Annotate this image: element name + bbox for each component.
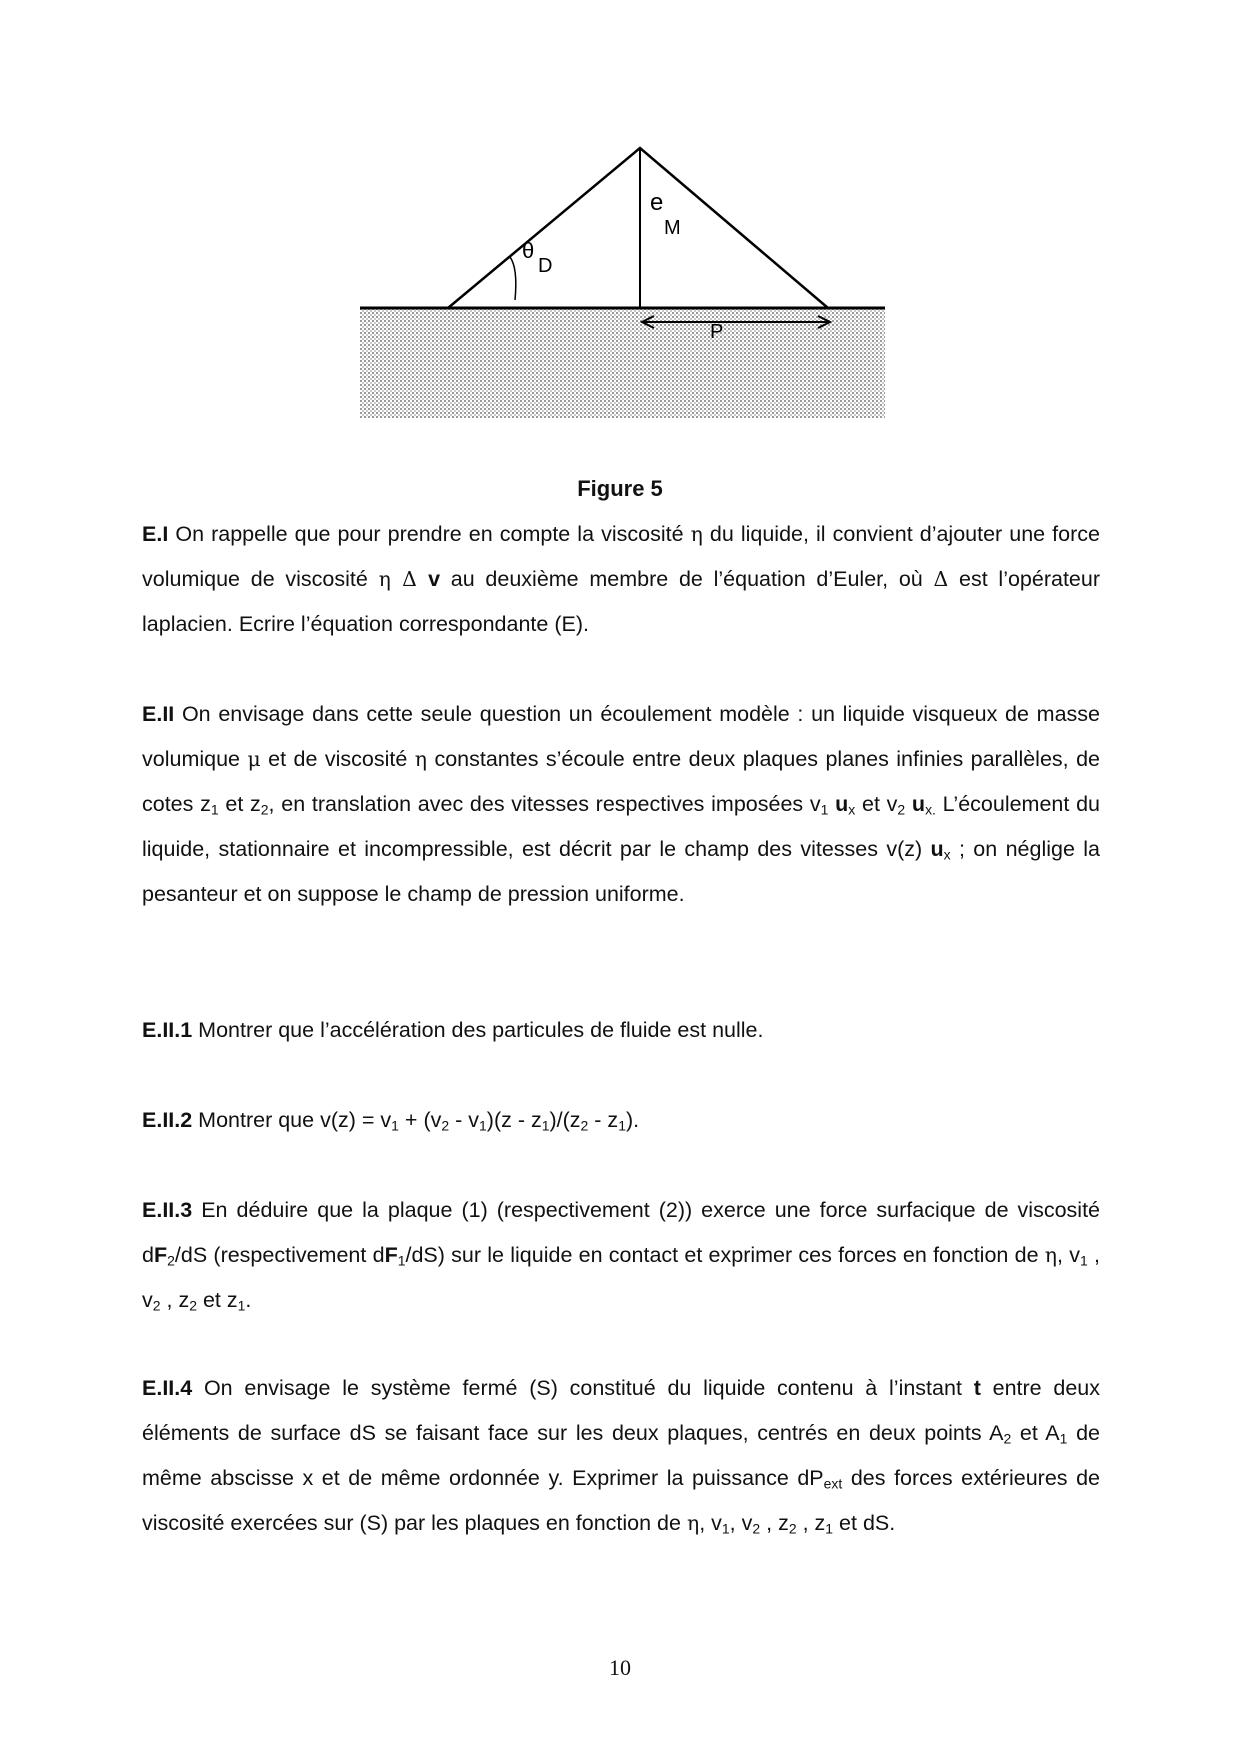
- section-EII3: E.II.3 En déduire que la plaque (1) (respectivement (2)) exerce une force surfacique de viscosité $dF_2/dS$ (respectivement $dF_1/dS$) sur le liquide en contact et exprimer ces forces en fonction de η, $v_1$ , $v_2$ , $z_2$ et $z_1$.: [142, 1198, 1100, 1314]
- section-EII1: E.II.1 Montrer que l’accélération des particules de fluide est nulle.: [142, 1018, 764, 1042]
- drop-profile: [448, 148, 828, 308]
- figure-5-diagram: [360, 140, 890, 420]
- section-EII: E.II On envisage dans cette seule question un écoulement modèle : un liquide visqueux de masse volumique μ et de viscosité η constantes s’écoule entre deux plaques planes infinies parallèles, de cotes $z_1$ et $z_2$, en translation avec des vitesses respectives imposées $v_1$ $u_x$ et $v_2$ $u_{x.}$ L’écoulement du liquide, stationnaire et incompressible, est décrit par le champ des vitesses v(z) $u_x$ ; on néglige la pesanteur et on suppose le champ de pression uniforme.: [142, 702, 1100, 906]
- substrate-region: [360, 308, 885, 418]
- section-EII2: E.II.2 Montrer que $v(z) = v_1 + (v_2 - v_1)(z - z_1)/(z_2 - z_1)$.: [142, 1108, 640, 1134]
- p-label: P: [710, 321, 724, 343]
- figure-caption: Figure 5: [577, 476, 663, 501]
- section-EI: E.I On rappelle que pour prendre en compte la viscosité η du liquide, il convient d’ajouter une force volumique de viscosité η Δ v au deuxième membre de l’équation d’Euler, où Δ est l’opérateur laplacien. Ecrire l’équation correspondante (E).: [142, 522, 1101, 636]
- theta-label: θ: [522, 238, 535, 263]
- theta-sub-label: D: [538, 255, 553, 277]
- section-EII4: E.II.4 On envisage le système fermé (S) constitué du liquide contenu à l’instant t entre deux éléments de surface dS se faisant face sur les deux plaques, centrés en deux points $A_2$ et $A_1$ de même abscisse x et de même ordonnée y. Exprimer la puissance $dP_{ext}$ des forces extérieures de viscosité exercées sur (S) par les plaques en fonction de η, $v_1$, $v_2$ , $z_2$ , $z_1$ et dS.: [142, 1376, 1101, 1537]
- angle-arc: [510, 257, 516, 300]
- e-sub-label: M: [664, 217, 681, 239]
- e-label: e: [650, 189, 664, 216]
- page-number: 10: [609, 1655, 631, 1680]
